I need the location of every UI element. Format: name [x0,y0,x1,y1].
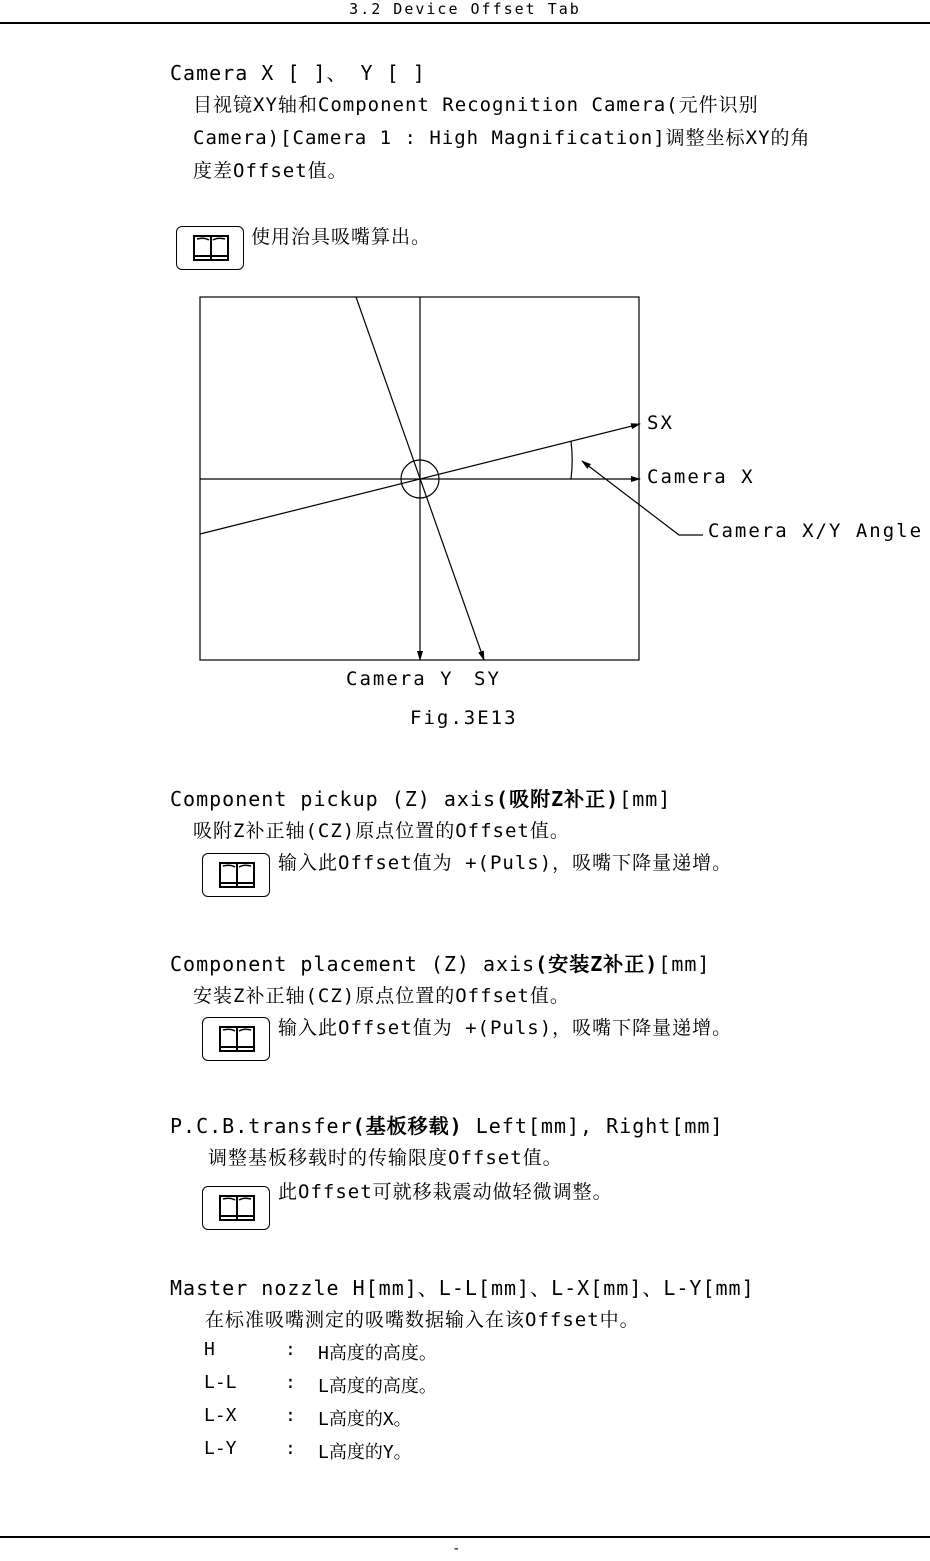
nozzle-row-sep: : [285,1339,296,1360]
camera-heading: Camera X [ ]、 Y [ ] [170,61,426,85]
pickup-heading-en: Component pickup (Z) axis [170,787,497,811]
nozzle-heading: Master nozzle H[mm]、L-L[mm]、L-X[mm]、L-Y[mm] [170,1276,755,1300]
placement-heading-unit: [mm] [658,952,711,976]
nozzle-row-value: L高度的高度。 [318,1376,437,1397]
nozzle-row-value: L高度的X。 [318,1409,412,1430]
figure-caption: Fig.3E13 [410,707,518,729]
pcb-heading [170,1110,724,1139]
camera-note: 使用治具吸嘴算出。 [251,226,432,248]
pickup-desc: 吸附Z补正轴(CZ)原点位置的Offset值。 [193,820,570,842]
nozzle-row-value: L高度的Y。 [318,1442,412,1463]
nozzle-row-sep: : [285,1438,296,1459]
pcb-heading-unit: Left[mm], Right[mm] [462,1114,724,1138]
placement-heading-cn: (安装Z补正) [535,952,659,976]
label-camera-x: Camera X [647,466,755,488]
label-sx: SX [647,412,674,434]
book-icon [202,853,270,897]
footer-rule [0,1536,930,1538]
pcb-heading-cn: (基板移载) [352,1114,463,1138]
label-angle: Camera X/Y Angle [708,520,924,542]
angle-arc [571,441,572,479]
nozzle-row-sep: : [285,1372,296,1393]
pickup-heading [170,783,671,812]
camera-desc-line2: Camera)[Camera 1 : High Magnification]调整坐标XY的角 [193,127,811,149]
pickup-heading-cn: (吸附Z补正) [496,787,620,811]
pcb-note: 此Offset可就移栽震动做轻微调整。 [278,1181,613,1203]
label-sy: SY [474,668,501,690]
placement-note: 输入此Offset值为 +(Puls)，吸嘴下降量递增。 [278,1017,733,1039]
pcb-heading-en: P.C.B.transfer [170,1114,353,1138]
pickup-heading-unit: [mm] [619,787,672,811]
placement-desc: 安装Z补正轴(CZ)原点位置的Offset值。 [193,985,570,1007]
pcb-desc: 调整基板移载时的传输限度Offset值。 [208,1147,563,1169]
nozzle-row-key: H [204,1339,215,1360]
camera-desc-line1: 目视镜XY轴和Component Recognition Camera(元件识别 [193,94,759,116]
book-icon [202,1186,270,1230]
nozzle-row-key: L-X [204,1405,237,1426]
nozzle-row-key: L-Y [204,1438,237,1459]
nozzle-row-sep: : [285,1405,296,1426]
camera-desc-line3: 度差Offset值。 [193,160,348,182]
book-icon [202,1017,270,1061]
pickup-note: 输入此Offset值为 +(Puls)，吸嘴下降量递增。 [278,852,733,874]
nozzle-row-key: L-L [204,1372,237,1393]
offset-angle-diagram [0,0,930,740]
page-number: - [452,1541,461,1557]
placement-heading [170,948,710,977]
nozzle-desc: 在标准吸嘴测定的吸嘴数据输入在该Offset中。 [205,1309,640,1331]
nozzle-row-value: H高度的高度。 [318,1343,437,1364]
label-camera-y: Camera Y [346,668,454,690]
page-header-title: 3.2 Device Offset Tab [349,0,581,18]
placement-heading-en: Component placement (Z) axis [170,952,536,976]
